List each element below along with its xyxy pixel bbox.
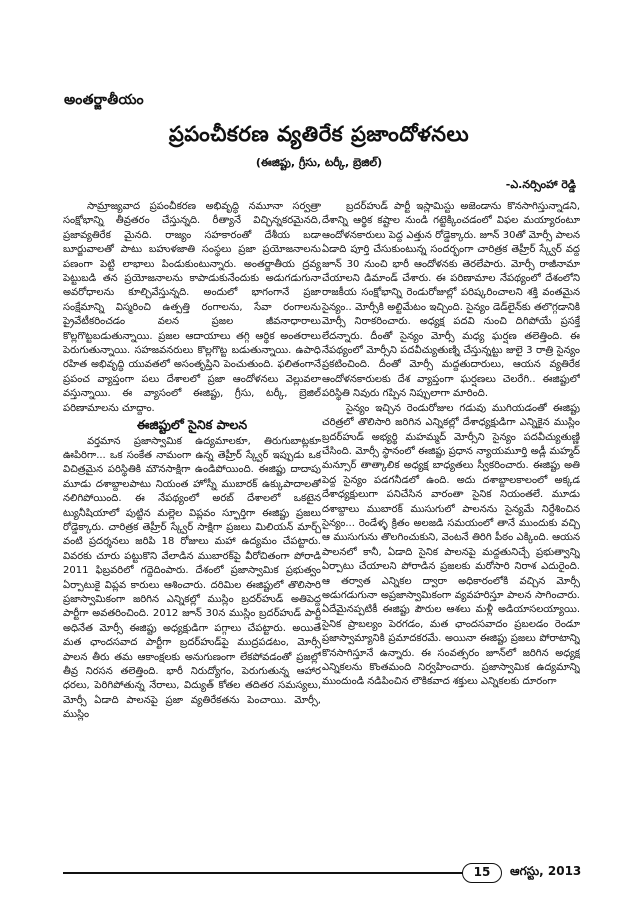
paragraph: వర్తమాన ప్రజాస్వామిక ఉద్యమాలకూ, తిరుగుబాట్లకూ ఊపిరిగా... ఒక సంకేత నామంగా ఉన్న తెహ్రీర్ స్క్వేర్ ఇప్పుడు ఒక విచిత్రమైన పరిస్థితికి మౌనసాక్షిగా ఉండిపోయింది. ఈజిప్టు దాదాపు మూడు దశాబ్దాలపాటు నియంత హోస్నీ ముబారక్ ఉక్కుపాదాలతో నలిగిపోయింది. ఈ నేపథ్యంలో అరబ్ దేశాలలో ఒకటైన ట్యునీషియాలో పుట్టిన మల్లెల విప్లవం స్ఫూర్తిగా ఈజిప్టు ప్రజలు రోడ్డెక్కారు. చారిత్రక తెహ్రీర్ స్క్వేర్ సాక్షిగా ప్రజలు మిలియన్ మార్చ్ వంటి ప్రదర్శనలు జరిపి 18 రోజులు మహా ఉద్యమం చేపట్టారు. వివరకు చూరు పట్టుకొని వేలాడిన ముబారక్‌పై వీరోచితంగా పోరాడి 2011 ఫిబ్రవరిలో గద్దెదింపారు. దేశంలో ప్రజాస్వామిక ప్రభుత్వం ఏర్పాటుకై విప్లవ కారులు ఆశించారు. దరిమిల ఈజిప్టులో తొలిసారి ప్రజాస్వామికంగా జరిగిన ఎన్నికల్లో ముస్లిం బ్రదర్‌హుడ్ అతిపెద్ద పార్టీగా అవతరించింది. 2012 జూన్ 30న ముస్లిం బ్రదర్‌హుడ్ పార్టీ అధినేత మోర్సీ ఈజిప్టు అధ్యక్షుడిగా పగ్గాలు చేపట్టారు. అయితే మత ఛాందసవాద పార్టీగా బ్రదర్‌హుడ్‌పై ముద్రపడటం, మోర్సీ పాలన తీరు తమ ఆకాంక్షలకు అనుగుణంగా లేకపోవడంతో ప్రజల్లో తీవ్ర నిరసన తలెత్తింది. భారీ నిరుద్యోగం, పెరుగుతున్న ఆహార ధరలు, పెరిగిపోతున్న నేరాలు, విద్యుత్ కోతల తదితర సమస్యలు, మోర్సీ ఏడాది పాలనపై ప్రజా వ్యతిరేకతను పెంచాయి. మోర్సీ, ముస్లిం — [63, 435, 321, 721]
paragraph: సామ్రాజ్యవాద ప్రపంచీకరణ అభివృద్ధి నమూనా సర్వత్రా సంక్షోభాన్ని తీవ్రతరం చేస్తున్నది. రీత్యానే విచ్ఛిన్నకరమైనది, ప్రజావ్యతిరేక మైనది. రాజ్యం సహకారంతో దేశీయ బడా బూర్జువాలతో పాటు బహుళజాతి సంస్థలు ప్రజా ప్రయోజనాలను పణంగా పెట్టి లాభాలు పిండుకుంటున్నారు. అంతర్జాతీయ ద్రవ్య పెట్టుబడి తన ప్రయోజనాలను కాపాడుకునేందుకు అడుగడుగునా అవరోధాలను కూల్చివేస్తున్నది. అందులో భాగంగానే ప్రజా సంక్షేమాన్ని విస్మరించి ఉత్పత్తి రంగాలను, సేవా రంగాలను ప్రైవేటీకరించడం వలన ప్రజల జీవనాధారాలు కొల్లగొట్టబడుతున్నాయి. ప్రజల ఆదాయాలు తగ్గి ఆర్థిక అంతరాలు పెరుగుతున్నాయి. సహజవనరులు కొల్లగొట్ట బడుతున్నాయి. ఉపాధి రహిత అభివృద్ధి యువతలో అసంతృప్తిని పెంచుతుంది. ఫలితంగానే ప్రపంచ వ్యాప్తంగా పలు దేశాలలో ప్రజా ఆందోళనలు వెల్లువలా వస్తున్నాయి. ఈ వ్యాసంలో ఈజిప్టు, గ్రీసు, టర్కీ, బ్రెజిల్ పరిణామాలను చూద్దాం. — [63, 201, 321, 414]
paragraph: బ్రదర్‌హుడ్ పార్టీ ఇస్లామిస్టు అజెండాను కొనసాగిస్తున్నాడని, దేశాన్ని ఆర్థిక కష్టాల నుండి గట్టెక్కించడంలో విఫల మయ్యారంటూ ఆందోళనకారులు పెద్ద ఎత్తున రోడ్డెక్కారు. జూన్ 30తో మోర్సీ పాలన ఏడాది పూర్తి చేసుకుంటున్న సందర్భంగా చారిత్రక తెహ్రీర్ స్క్వేర్ వద్ద జూన్ 30 నుంచి భారీ ఆందోళనకు తెరలేపారు. మోర్సీ రాజీనామా చేయాలని డిమాండ్ చేశారు. ఈ పరిణామాల నేపథ్యంలో దేశంలోని రాజకీయ సంక్షోభాన్ని రెండురోజుల్లో పరిష్కరించాలని శక్తి వంతమైన సైన్యం.. మోర్సీకి అల్టిమేటం ఇచ్చింది. సైన్యం డెడ్‌లైన్‌కు తలొగ్గడానికి మోర్సీ నిరాకరించారు. అధ్యక్ష పదవి నుంచి దిగిపోయే ప్రసక్తే లేదన్నారు. దీంతో సైన్యం మోర్సీ మధ్య ఘర్షణ తలెత్తింది. ఈ నేపథ్యంలో మోర్సీని పదవీచ్యుతుణ్ని చేస్తున్నట్టు జులై 3 రాత్రి సైన్యం ప్రకటించింది. దీంతో మోర్సీ మద్దతుదారులు, ఆయన వ్యతిరేక ఆందోళనకారులకు దేశ వ్యాప్తంగా ఘర్షణలు చెలరేగి.. ఈజిప్టులో పరిస్థితి నివురు గప్పిన నిప్పులాగా మారింది. — [322, 201, 580, 400]
footer-rule — [63, 872, 463, 874]
right-column — [322, 200, 580, 855]
page-number: 15 — [462, 863, 502, 883]
left-column — [63, 200, 321, 855]
article-title: ప్రపంచీకరణ వ్యతిరేక ప్రజాందోళనలు — [168, 122, 470, 146]
paragraph: సైన్యం ఇచ్చిన రెండురోజుల గడువు ముగియడంతో ఈజిప్టు చరిత్రలో తొలిసారి జరిగిన ఎన్నికల్లో దేశాధ్యక్షుడిగా ఎన్నికైన ముస్లిం బ్రదర్‌హుడ్ అభ్యర్థి మహమ్మద్ మోర్సీని సైన్యం పదవీచ్యుతుణ్ణి చేసింది. మోర్సీ స్థానంలో ఈజిప్టు ప్రధాన న్యాయమూర్తి అడ్లీ మహ్మద్ మన్సూర్ తాత్కాలిక అధ్యక్ష బాధ్యతలు స్వీకరించారు. ఈజిప్టు అతి పెద్ద సైన్యం పడగనీడలో ఉంది. అదు దశాబ్దాలకాలంలో అక్కడ దేశాధ్యక్షులుగా పనిచేసిన వారంతా సైనిక నియంతలే. మూడు దశాబ్దాలు ముబారక్ ముసుగులో పాలనను సైన్యమే నిర్దేశించిన సైన్యం... రెండేళ్ళ క్రితం అలజడి సమయంలో తానే ముందుకు వచ్చి ఆ ముసుగును తొలగించుకుని, వెంటనే తిరిగి పీఠం ఎక్కింది. ఆయన పాలనలో కానీ, ఏడాది సైనిక పాలనపై మద్దతునిచ్చే ప్రభుత్వాన్ని ఏర్పాటు చేయాలని పోరాడిన ప్రజలకు మరోసారి నిరాశ ఎదురైంది. ఆ తర్వాత ఎన్నికల ద్వారా అధికారంలోకి వచ్చిన మోర్సీ అడుగడుగునా అప్రజాస్వామికంగా వ్యవహరిస్తూ పాలన సాగించారు. ఏదేమైనప్పటికీ ఈజిప్టు పౌరుల ఆశలు మళ్లీ అడియాసలయ్యాయి. సైనిక ప్రాబల్యం పెరగడం, మత ఛాందసవాదం ప్రబలడం రెండూ ప్రజాస్వామ్యానికి ప్రమాదకరమే. అయినా ఈజిప్టు ప్రజలు పోరాటాన్ని కొనసాగిస్తూనే ఉన్నారు. ఈ సంవత్సరం జూన్‌లో జరిగిన అధ్యక్ష ఎన్నికలను కొంతమంది నిర్వహించారు. ప్రజాస్వామిక ఉద్యమాన్ని ముందుండి నడిపించిన లౌకికవాద శక్తులు ఎన్నికలకు దూరంగా — [322, 402, 580, 688]
section-label: అంతర్జాతీయం — [64, 92, 144, 108]
section-subheading: ఈజిప్టులో సైనిక పాలన — [136, 417, 248, 433]
article-author: -ఎ.నర్సింహా రెడ్డి — [505, 178, 576, 191]
issue-date: ఆగస్టు, 2013 — [510, 864, 582, 878]
article-subtitle: (ఈజిప్టు, గ్రీసు, టర్కీ, బ్రెజిల్) — [255, 156, 383, 169]
